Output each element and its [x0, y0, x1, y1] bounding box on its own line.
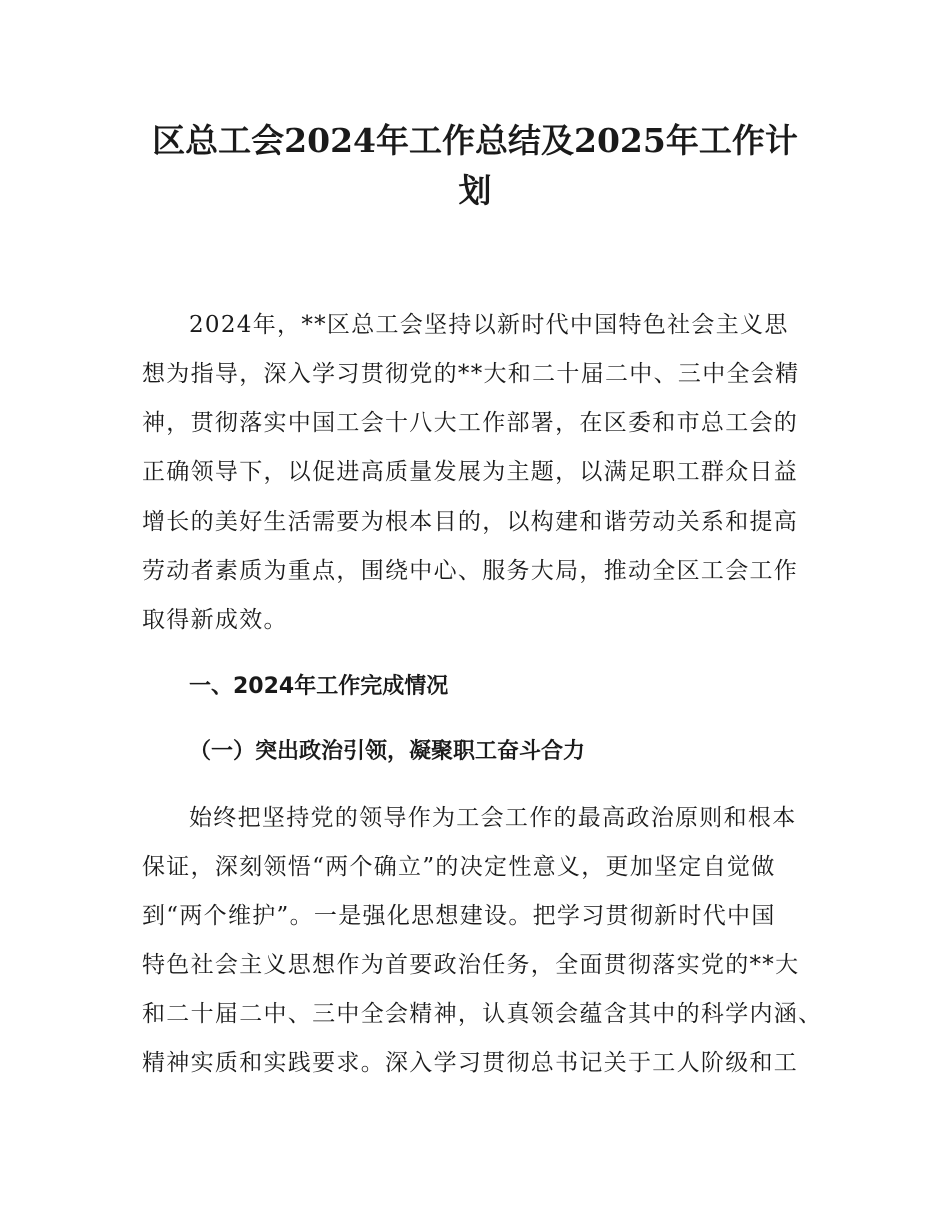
- body-paragraph-line: 保证，深刻领悟“两个确立”的决定性意义，更加坚定自觉做: [142, 854, 776, 880]
- body-paragraph-line: 精神实质和实践要求。深入学习贯彻总书记关于工人阶级和工: [142, 1050, 799, 1076]
- intro-paragraph-line: 想为指导，深入学习贯彻党的**大和二十届二中、三中全会精: [142, 361, 800, 387]
- intro-paragraph-line: 神，贯彻落实中国工会十八大工作部署，在区委和市总工会的: [142, 410, 799, 436]
- subsection-heading: （一）突出政治引领，凝聚职工奋斗合力: [189, 739, 586, 764]
- intro-paragraph-line: 劳动者素质为重点，围绕中心、服务大局，推动全区工会工作: [142, 558, 799, 584]
- section-heading: 一、2024年工作完成情况: [189, 674, 449, 699]
- intro-paragraph-line: 取得新成效。: [142, 607, 288, 633]
- body-paragraph-line: 特色社会主义思想作为首要政治任务，全面贯彻落实党的**大: [142, 952, 800, 978]
- body-paragraph-line: 始终把坚持党的领导作为工会工作的最高政治原则和根本: [189, 805, 797, 831]
- intro-paragraph-line: 增长的美好生活需要为根本目的，以构建和谐劳动关系和提高: [142, 509, 799, 535]
- body-paragraph-line: 和二十届二中、三中全会精神，认真领会蕴含其中的科学内涵、: [142, 1001, 823, 1027]
- intro-paragraph-line: 2024年，**区总工会坚持以新时代中国特色社会主义思: [189, 312, 789, 338]
- document-title-line-1: 区总工会2024年工作总结及2025年工作计: [152, 121, 798, 160]
- document-title-line-2: 划: [458, 171, 492, 210]
- intro-paragraph-line: 正确领导下，以促进高质量发展为主题，以满足职工群众日益: [142, 459, 799, 485]
- body-paragraph-line: 到“两个维护”。一是强化思想建设。把学习贯彻新时代中国: [142, 903, 776, 929]
